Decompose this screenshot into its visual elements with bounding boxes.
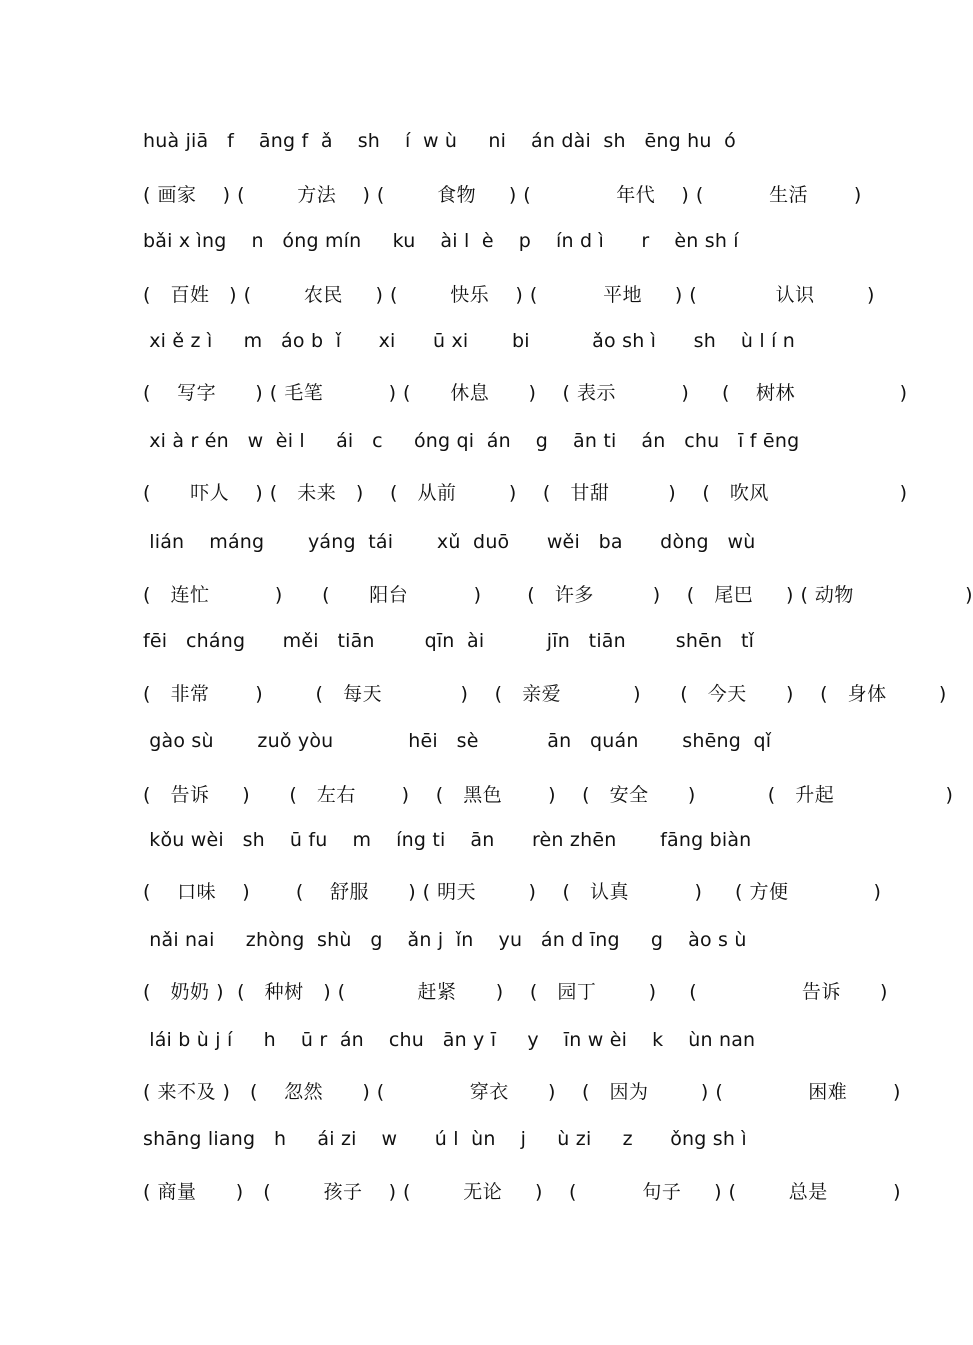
hanzi-line-9: ( 奶奶 ) ( 种树 ) ( 赶紧 ) ( 园丁 ) ( 告诉 ) — [143, 981, 888, 1003]
hanzi-line-11: ( 商量 ) ( 孩子 ) ( 无论 ) ( 句子 ) ( 总是 ) — [143, 1181, 902, 1203]
pinyin-line-8: kǒu wèi sh ū fu m íng ti ān rèn zhēn fāng biàn — [143, 829, 752, 851]
hanzi-line-2: ( 百姓 ) ( 农民 ) ( 快乐 ) ( 平地 ) ( 认识 ) — [143, 284, 875, 306]
hanzi-line-4: ( 吓人 ) ( 未来 ) ( 从前 ) ( 甘甜 ) ( 吹风 ) — [143, 482, 908, 504]
pinyin-line-11: shāng liang h ái zi w ú l ùn j ù zi z ǒng sh ì — [143, 1128, 747, 1150]
pinyin-line-1: huà jiā f āng f ǎ sh í w ù ni án dài sh ēng hu ó — [143, 130, 736, 152]
hanzi-line-3: ( 写字 ) ( 毛笔 ) ( 休息 ) ( 表示 ) ( 树林 ) — [143, 382, 908, 404]
pinyin-line-4: xi à r én w èi l ái c óng qi án g ān ti án chu ī f ēng — [143, 430, 800, 452]
hanzi-line-6: ( 非常 ) ( 每天 ) ( 亲爱 ) ( 今天 ) ( 身体 ) — [143, 683, 947, 705]
hanzi-line-5: ( 连忙 ) ( 阳台 ) ( 许多 ) ( 尾巴 ) ( 动物 ) — [143, 584, 973, 606]
pinyin-line-6: fēi cháng měi tiān qīn ài jīn tiān shēn tǐ — [143, 630, 755, 652]
hanzi-line-7: ( 告诉 ) ( 左右 ) ( 黑色 ) ( 安全 ) ( 升起 ) — [143, 784, 954, 806]
pinyin-line-7: gào sù zuǒ yòu hēi sè ān quán shēng qǐ — [143, 730, 772, 752]
pinyin-line-2: bǎi x ìng n óng mín ku ài l è p ín d ì r èn sh í — [143, 230, 739, 252]
pinyin-line-5: lián máng yáng tái xǔ duō wěi ba dòng wù — [143, 531, 756, 553]
pinyin-line-9: nǎi nai zhòng shù g ǎn j ǐn yu án d īng g ào s ù — [143, 929, 747, 951]
pinyin-line-3: xi ě z ì m áo b ǐ xi ū xi bi ǎo sh ì sh ù l í n — [143, 330, 796, 352]
pinyin-line-10: lái b ù j í h ū r án chu ān y ī y īn w èi k ùn nan — [143, 1029, 756, 1051]
hanzi-line-10: ( 来不及 ) ( 忽然 ) ( 穿衣 ) ( 因为 ) ( 困难 ) — [143, 1081, 901, 1103]
hanzi-line-8: ( 口味 ) ( 舒服 ) ( 明天 ) ( 认真 ) ( 方便 ) — [143, 881, 882, 903]
hanzi-line-1: ( 画家 ) ( 方法 ) ( 食物 ) ( 年代 ) ( 生活 ) — [143, 184, 862, 206]
